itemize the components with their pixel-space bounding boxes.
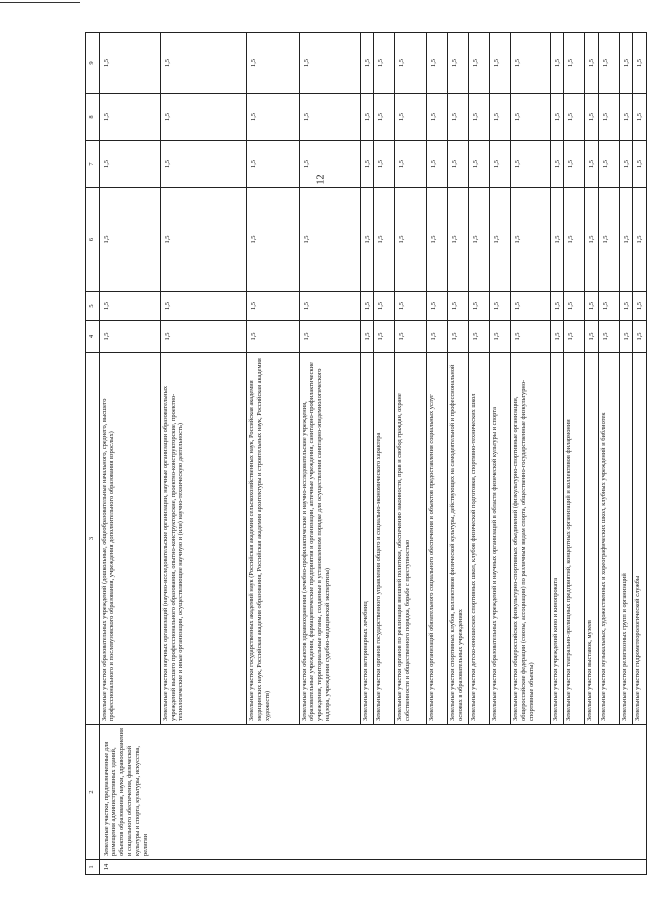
- rate-value-col-8: 1,5: [426, 94, 447, 141]
- header-cell-9: 9: [86, 33, 100, 94]
- rate-value-col-8: 1,5: [247, 94, 300, 141]
- rate-value-col-6: 1,5: [395, 188, 427, 292]
- rate-value-col-6: 1,5: [299, 188, 360, 292]
- page-number: 12: [315, 174, 327, 185]
- rate-value-col-4: 1,5: [395, 321, 427, 353]
- rate-value-col-6: 1,5: [619, 188, 632, 292]
- rate-value-col-5: 1,5: [447, 292, 468, 321]
- rate-value-col-8: 1,5: [550, 94, 563, 141]
- rate-value-col-9: 1,5: [299, 33, 360, 94]
- row-description: Земельные участки органов государственного управления общего и социально-экономического характера: [374, 353, 395, 725]
- rate-value-col-8: 1,5: [99, 94, 160, 141]
- rate-value-col-7: 1,5: [468, 141, 489, 188]
- row-description: Земельные участки ветеринарных лечебниц: [360, 353, 373, 725]
- header-cell-8: 8: [86, 94, 100, 141]
- rate-value-col-6: 1,5: [564, 188, 585, 292]
- rate-value-col-4: 1,5: [426, 321, 447, 353]
- header-cell-2: 2: [86, 725, 100, 860]
- row-description: Земельные участки спортивных клубов, коллективов физической культуры, действующих на самодеятельной и профессиональной основах в образовательных учреждениях: [447, 353, 468, 725]
- rate-value-col-6: 1,5: [247, 188, 300, 292]
- rate-value-col-9: 1,5: [598, 33, 619, 94]
- rate-value-col-4: 1,5: [360, 321, 373, 353]
- rate-value-col-6: 1,5: [160, 188, 246, 292]
- category-cell: Земельные участки, предназначенные для размещения административных зданий, объектов образования, науки, здравоохранения и социального обеспечения, физической культуры и спорта, культуры, искусства, религии: [99, 725, 646, 860]
- rate-value-col-7: 1,5: [374, 141, 395, 188]
- rate-value-col-9: 1,5: [585, 33, 598, 94]
- rate-value-col-4: 1,5: [510, 321, 550, 353]
- rate-value-col-9: 1,5: [395, 33, 427, 94]
- rate-value-col-6: 1,5: [633, 188, 647, 292]
- rate-value-col-5: 1,5: [564, 292, 585, 321]
- rate-value-col-7: 1,5: [247, 141, 300, 188]
- rate-value-col-7: 1,5: [510, 141, 550, 188]
- rate-value-col-6: 1,5: [585, 188, 598, 292]
- rate-value-col-5: 1,5: [160, 292, 246, 321]
- rate-value-col-6: 1,5: [468, 188, 489, 292]
- rate-value-col-5: 1,5: [619, 292, 632, 321]
- row-description: Земельные участки государственных академий наук (Российская академия сельскохозяйственных наук, Российская академия медицинских наук, Российская академия образования, Российская академия архитектуры и строительных наук, Российская академия художеств): [247, 353, 300, 725]
- rotated-table-container: [85, 33, 647, 875]
- rate-value-col-8: 1,5: [395, 94, 427, 141]
- rate-value-col-8: 1,5: [160, 94, 246, 141]
- rate-value-col-9: 1,5: [633, 33, 647, 94]
- rate-value-col-7: 1,5: [585, 141, 598, 188]
- rate-value-col-4: 1,5: [489, 321, 510, 353]
- rate-value-col-9: 1,5: [160, 33, 246, 94]
- rate-value-col-8: 1,5: [489, 94, 510, 141]
- rate-value-col-7: 1,5: [619, 141, 632, 188]
- table-body: [86, 33, 647, 875]
- rate-value-col-8: 1,5: [619, 94, 632, 141]
- rate-value-col-8: 1,5: [510, 94, 550, 141]
- row-description: Земельные участки гидрометеорологической службы: [633, 353, 647, 725]
- row-description: Земельные участки выставок, музеев: [585, 353, 598, 725]
- rate-value-col-5: 1,5: [374, 292, 395, 321]
- rate-value-col-4: 1,5: [598, 321, 619, 353]
- rate-value-col-5: 1,5: [426, 292, 447, 321]
- rate-value-col-9: 1,5: [426, 33, 447, 94]
- rate-value-col-9: 1,5: [550, 33, 563, 94]
- rate-value-col-7: 1,5: [395, 141, 427, 188]
- rate-value-col-4: 1,5: [633, 321, 647, 353]
- row-description: Земельные участки образовательных учреждений (дошкольные, общеобразовательные начального, среднего, высшего профессионального и послевузовского образования, учреждения дополнительного образования взрослых): [99, 353, 160, 725]
- rate-value-col-8: 1,5: [374, 94, 395, 141]
- rate-value-col-7: 1,5: [447, 141, 468, 188]
- rate-value-col-7: 1,5: [564, 141, 585, 188]
- row-description: Земельные участки театрально-зрелищных предприятий, концертных организаций и коллективов филармонии: [564, 353, 585, 725]
- rate-value-col-5: 1,5: [510, 292, 550, 321]
- rate-value-col-6: 1,5: [99, 188, 160, 292]
- rate-value-col-9: 1,5: [619, 33, 632, 94]
- header-row: [86, 33, 100, 875]
- rate-value-col-9: 1,5: [447, 33, 468, 94]
- header-cell-5: 5: [86, 292, 100, 321]
- rate-value-col-9: 1,5: [374, 33, 395, 94]
- land-rates-table: [85, 32, 647, 875]
- rate-value-col-6: 1,5: [360, 188, 373, 292]
- rate-value-col-8: 1,5: [468, 94, 489, 141]
- rate-value-col-7: 1,5: [160, 141, 246, 188]
- rate-value-col-4: 1,5: [374, 321, 395, 353]
- row-description: Земельные участки организаций обязательного социального обеспечения и объектов предоставления социальных услуг: [426, 353, 447, 725]
- rate-value-col-9: 1,5: [360, 33, 373, 94]
- rate-value-col-4: 1,5: [247, 321, 300, 353]
- rate-value-col-4: 1,5: [468, 321, 489, 353]
- rate-value-col-7: 1,5: [550, 141, 563, 188]
- rate-value-col-8: 1,5: [585, 94, 598, 141]
- row-description: Земельные участки общероссийских физкультурно-спортивных объединений (физкультурно-спортивные организации, общероссийские федерации (союзы, ассоциации) по различным видам спорта, общественно-государственные физкультурно-спортивные объекты): [510, 353, 550, 725]
- rate-value-col-5: 1,5: [489, 292, 510, 321]
- rate-value-col-9: 1,5: [510, 33, 550, 94]
- rate-value-col-7: 1,5: [633, 141, 647, 188]
- row-description: Земельные участки учреждений кино и кинопроката: [550, 353, 563, 725]
- rate-value-col-6: 1,5: [447, 188, 468, 292]
- rate-value-col-4: 1,5: [550, 321, 563, 353]
- rate-value-col-6: 1,5: [426, 188, 447, 292]
- rate-value-col-6: 1,5: [374, 188, 395, 292]
- rate-value-col-8: 1,5: [360, 94, 373, 141]
- header-cell-6: 6: [86, 188, 100, 292]
- rate-value-col-9: 1,5: [468, 33, 489, 94]
- rate-value-col-8: 1,5: [299, 94, 360, 141]
- rate-value-col-5: 1,5: [550, 292, 563, 321]
- rate-value-col-6: 1,5: [550, 188, 563, 292]
- rate-value-col-9: 1,5: [489, 33, 510, 94]
- rate-value-col-4: 1,5: [564, 321, 585, 353]
- rate-value-col-7: 1,5: [299, 141, 360, 188]
- top-rule: [0, 2, 80, 3]
- row-description: Земельные участки научных организаций (научно-исследовательские организации, научные организации образовательных учреждений высшего профессионального образования, опытно-конструкторские, проектно-конструкторские, проектно-технологические и иные организации, осуществляющие научную и (или) научно-техническую деятельность): [160, 353, 246, 725]
- rate-value-col-9: 1,5: [564, 33, 585, 94]
- rate-value-col-5: 1,5: [299, 292, 360, 321]
- row-description: Земельные участки органов по реализации внешней политики, обеспечению законности, прав и свобод граждан, охране собственности и общественного порядка, борьбе с преступностью: [395, 353, 427, 725]
- rate-value-col-7: 1,5: [426, 141, 447, 188]
- table-row: [99, 33, 160, 875]
- rate-value-col-5: 1,5: [360, 292, 373, 321]
- rate-value-col-6: 1,5: [489, 188, 510, 292]
- rate-value-col-9: 1,5: [247, 33, 300, 94]
- row-number-cell: 14: [99, 860, 646, 875]
- rate-value-col-4: 1,5: [619, 321, 632, 353]
- row-description: Земельные участки детско-юношеских спортивных школ, клубов физической подготовки, спортивно-технических школ: [468, 353, 489, 725]
- header-cell-4: 4: [86, 321, 100, 353]
- rate-value-col-7: 1,5: [598, 141, 619, 188]
- rate-value-col-8: 1,5: [598, 94, 619, 141]
- rate-value-col-8: 1,5: [633, 94, 647, 141]
- rate-value-col-5: 1,5: [99, 292, 160, 321]
- rate-value-col-7: 1,5: [360, 141, 373, 188]
- row-description: Земельные участки образовательных учреждений и научных организаций в области физической культуры и спорта: [489, 353, 510, 725]
- rate-value-col-5: 1,5: [395, 292, 427, 321]
- rate-value-col-8: 1,5: [447, 94, 468, 141]
- rate-value-col-6: 1,5: [510, 188, 550, 292]
- rate-value-col-4: 1,5: [447, 321, 468, 353]
- rate-value-col-4: 1,5: [585, 321, 598, 353]
- rate-value-col-7: 1,5: [489, 141, 510, 188]
- rate-value-col-6: 1,5: [598, 188, 619, 292]
- rate-value-col-5: 1,5: [598, 292, 619, 321]
- header-cell-3: 3: [86, 353, 100, 725]
- rate-value-col-4: 1,5: [299, 321, 360, 353]
- header-cell-7: 7: [86, 141, 100, 188]
- rate-value-col-9: 1,5: [99, 33, 160, 94]
- row-description: Земельные участки религиозных групп и организаций: [619, 353, 632, 725]
- rate-value-col-5: 1,5: [633, 292, 647, 321]
- header-cell-1: 1: [86, 860, 100, 875]
- row-description: Земельные участки музыкальных, художественных и хореографических школ, клубных учреждений и библиотек: [598, 353, 619, 725]
- rate-value-col-5: 1,5: [585, 292, 598, 321]
- rate-value-col-5: 1,5: [247, 292, 300, 321]
- rate-value-col-5: 1,5: [468, 292, 489, 321]
- rate-value-col-8: 1,5: [564, 94, 585, 141]
- rate-value-col-7: 1,5: [99, 141, 160, 188]
- row-description: Земельные участки объектов здравоохранения (лечебно-профилактические и научно-исследовательские учреждения, образовательные учреждения, фармацевтические предприятия и организации, аптечные учреждения, санитарно-профилактические учреждения, территориальные органы, созданные в установленном порядке для осуществления санитарно-эпидемиологического надзора, учреждения судебно-медицинской экспертизы): [299, 353, 360, 725]
- rate-value-col-4: 1,5: [99, 321, 160, 353]
- rate-value-col-4: 1,5: [160, 321, 246, 353]
